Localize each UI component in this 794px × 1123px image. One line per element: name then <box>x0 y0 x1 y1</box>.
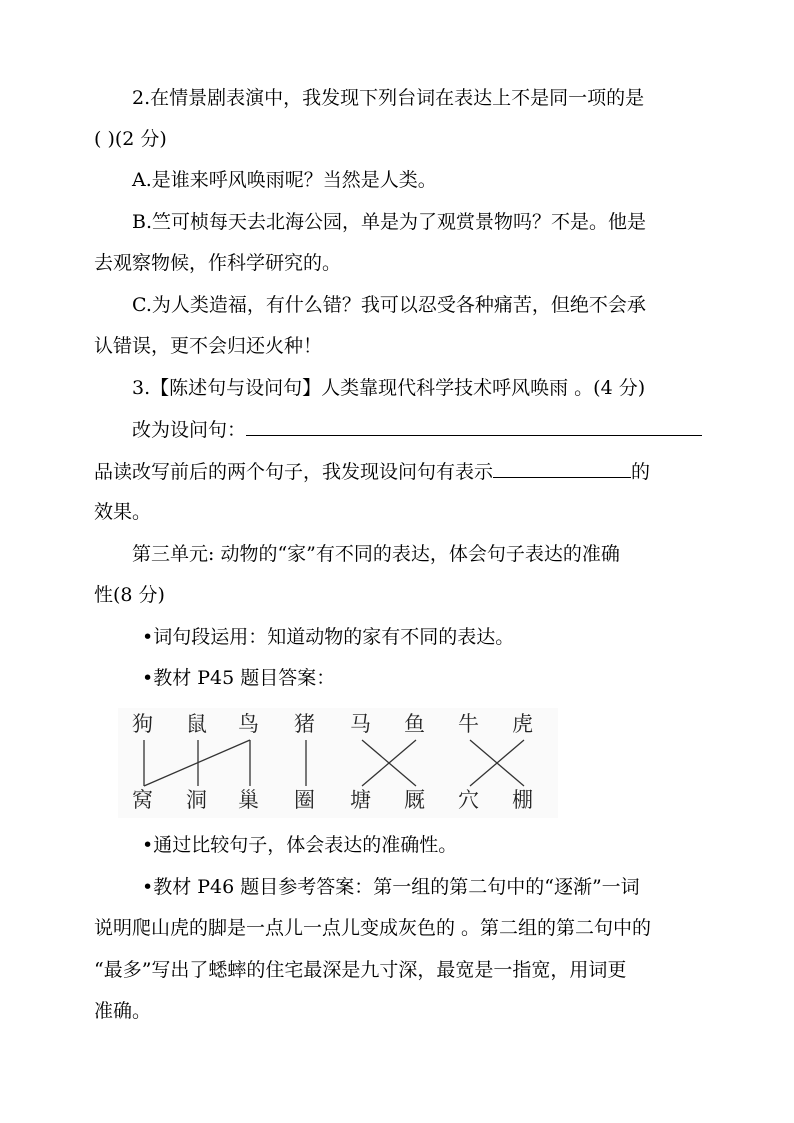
unit3-bullet-p45: •教材 P45 题目答案： <box>142 667 336 689</box>
animal-dog: 狗 <box>132 712 153 736</box>
match-line-bird-nest <box>144 740 250 786</box>
q2-option-c-line2: 认错误，更不会归还火种！ <box>94 335 323 357</box>
animal-home-matching-diagram <box>118 708 558 818</box>
q2-option-b-line2: 去观察物候，作科学研究的。 <box>94 252 342 274</box>
q3-reflect-blank[interactable] <box>493 459 631 478</box>
q3-reflect-prefix: 品读改写前后的两个句子，我发现设问句有表示 <box>94 461 494 483</box>
home-tree-nest: 巢 <box>238 788 259 812</box>
q2-option-b-line1: B.竺可桢每天去北海公园，单是为了观赏景物吗？不是。他是 <box>132 211 647 233</box>
q3-reflect-suffix: 的 <box>631 461 651 483</box>
home-hole: 洞 <box>186 788 207 812</box>
unit3-p46-line2: 说明爬山虎的脚是一点儿一点儿变成灰色的 。第二组的第二句中的 <box>94 917 652 939</box>
unit3-title-line2: 性(8 分) <box>94 584 165 606</box>
unit3-p46-line3: “最多”写出了蟋蟀的住宅最深是九寸深，最宽是一指宽，用词更 <box>94 959 627 981</box>
home-cave: 穴 <box>458 788 479 812</box>
unit3-bullet-compare: •通过比较句子，体会表达的准确性。 <box>142 834 458 856</box>
animal-horse: 马 <box>350 712 371 736</box>
q3-rewrite-label: 改为设问句： <box>132 419 247 441</box>
q2-stem-line2: ( )(2 分) <box>94 128 167 150</box>
q3-reflect-line2: 效果。 <box>94 501 152 523</box>
unit3-p46-line4: 准确。 <box>94 1000 152 1022</box>
q3-reflect-row <box>94 459 650 484</box>
home-shed: 棚 <box>512 788 533 812</box>
home-pond: 塘 <box>350 788 371 812</box>
animal-pig: 猪 <box>294 712 315 736</box>
animal-ox: 牛 <box>458 712 479 736</box>
matching-lines <box>118 708 558 818</box>
unit3-p46-line1: •教材 P46 题目参考答案：第一组的第二句中的“逐渐”一词 <box>142 876 640 898</box>
animal-mouse: 鼠 <box>186 712 207 736</box>
animal-tiger: 虎 <box>512 712 533 736</box>
q2-option-a: A.是谁来呼风唤雨呢？当然是人类。 <box>132 169 437 191</box>
q2-option-c-line1: C.为人类造福，有什么错？我可以忍受各种痛苦，但绝不会承 <box>132 294 646 316</box>
animal-bird: 鸟 <box>238 712 259 736</box>
q3-stem: 3.【陈述句与设问句】人类靠现代科学技术呼风唤雨 。(4 分) <box>132 377 646 399</box>
q3-rewrite-row <box>132 417 702 442</box>
unit3-title-line1: 第三单元: 动物的“家”有不同的表达，体会句子表达的准确 <box>132 543 620 565</box>
home-nest: 窝 <box>132 788 153 812</box>
q3-rewrite-blank[interactable] <box>246 417 702 436</box>
home-pen: 圈 <box>294 788 315 812</box>
home-stable: 厩 <box>404 788 425 812</box>
q2-stem-line1: 2.在情景剧表演中，我发现下列台词在表达上不是同一项的是 <box>132 87 645 109</box>
unit3-bullet-usage: •词句段运用：知道动物的家有不同的表达。 <box>142 626 515 648</box>
animal-fish: 鱼 <box>404 712 425 736</box>
